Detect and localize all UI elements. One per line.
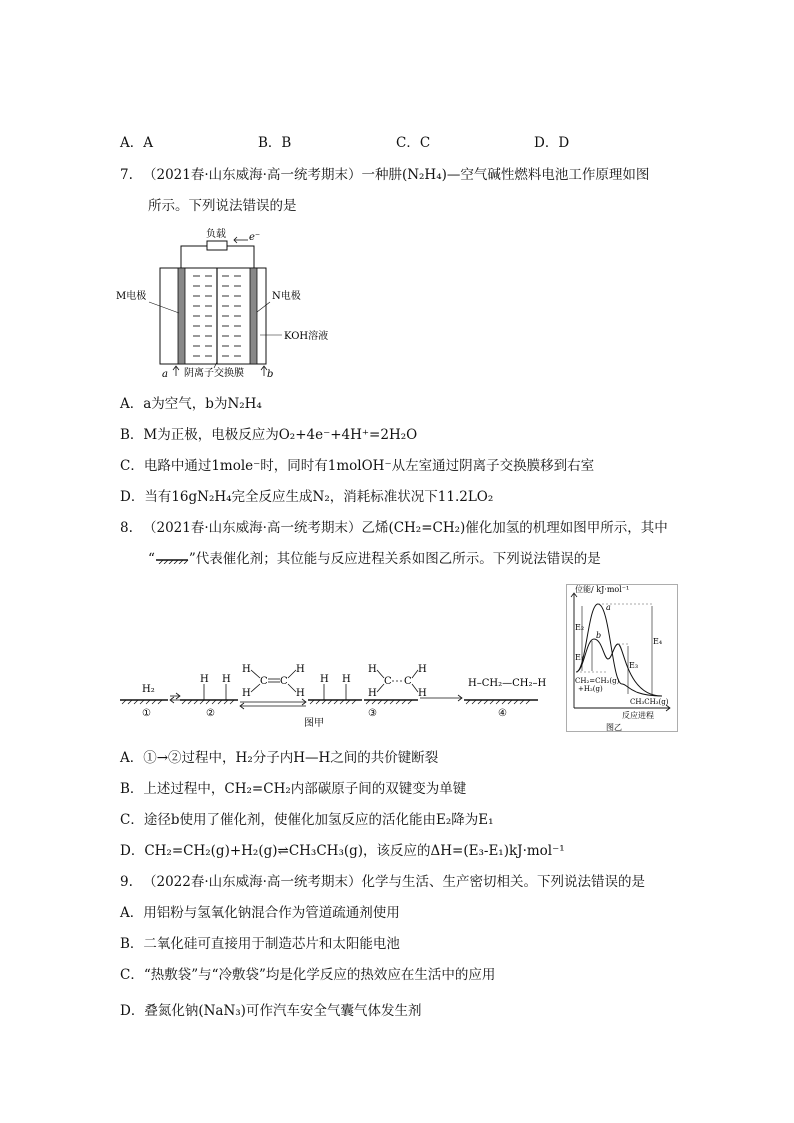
q8-option-d: D．CH₂=CH₂(g)+H₂(g)⇌CH₃CH₃(g)，该反应的ΔH=(E₃-E₁)kJ·mol⁻¹ bbox=[120, 843, 565, 859]
step-2: ② bbox=[206, 708, 215, 719]
q6-option-c: C．C bbox=[396, 135, 431, 151]
q7-option-c: C．电路中通过1mole⁻时，同时有1molOH⁻从左室通过阴离子交换膜移到右室 bbox=[120, 458, 595, 474]
inlet-a-label: a bbox=[162, 369, 168, 380]
product-label: CH₃CH₃(g) bbox=[630, 698, 669, 706]
n-electrode-label: N电极 bbox=[272, 291, 301, 302]
figure-a-caption: 图甲 bbox=[304, 718, 324, 729]
e3-label: E₃ bbox=[629, 661, 639, 670]
q9-stem-line1: （2022春·山东威海·高一统考期末）化学与生活、生产密切相关。下列说法错误的是 bbox=[143, 874, 645, 890]
q6-option-b: B．B bbox=[258, 135, 292, 151]
load-label: 负载 bbox=[206, 229, 226, 240]
adsorbed-h2: H bbox=[418, 664, 427, 675]
membrane-label: 阴离子交换膜 bbox=[184, 368, 244, 379]
ethylene-c2: C bbox=[280, 676, 288, 687]
ethylene-h4: H bbox=[296, 688, 305, 699]
q8-number: 8. bbox=[120, 520, 133, 536]
q7-stem-line1: （2021春·山东威海·高一统考期末）一种肼(N₂H₄)—空气碱性燃料电池工作原理如图 bbox=[143, 167, 650, 183]
q7-number: 7. bbox=[120, 167, 133, 183]
q8-stem-line2 bbox=[148, 550, 601, 568]
fuel-cell-diagram bbox=[112, 226, 352, 382]
ethylene-h2: H bbox=[296, 664, 305, 675]
h-atom-2: H bbox=[222, 674, 231, 685]
q8-stem-line1: （2021春·山东威海·高一统考期末）乙烯(CH₂=CH₂)催化加氢的机理如图甲所示，其中 bbox=[143, 520, 668, 536]
energy-axis-label: 位能/ kJ·mol⁻¹ bbox=[575, 585, 630, 594]
q9-option-d: D．叠氮化钠(NaN₃)可作汽车安全气囊气体发生剂 bbox=[120, 1003, 422, 1019]
adsorbed-h4: H bbox=[418, 688, 427, 699]
q8-stem-line2-text: ”代表催化剂；其位能与反应进程关系如图乙所示。下列说法错误的是 bbox=[188, 551, 601, 567]
step-3: ③ bbox=[368, 708, 377, 719]
q9-option-c: C．“热敷袋”与“冷敷袋”均是化学反应的热效应在生活中的应用 bbox=[120, 967, 496, 983]
q9-number: 9. bbox=[120, 874, 133, 890]
m-electrode-label: M电极 bbox=[116, 291, 147, 302]
inlet-b-label: b bbox=[267, 369, 274, 380]
ethylene-h1: H bbox=[242, 664, 251, 675]
h2-molecule: H₂ bbox=[142, 684, 155, 695]
e1-label: E₁ bbox=[575, 653, 585, 662]
reactants-label-1: CH₂=CH₂(g) bbox=[575, 677, 620, 685]
figure-b-caption: 图乙 bbox=[606, 723, 622, 732]
figure-b-energy-diagram bbox=[566, 584, 678, 732]
path-b-label: b bbox=[596, 631, 602, 640]
q9-option-a: A．用铝粉与氢氧化钠混合作为管道疏通剂使用 bbox=[120, 905, 400, 921]
ethylene-c1: C bbox=[260, 676, 268, 687]
e2-label: E₂ bbox=[575, 623, 585, 632]
h-atom-4: H bbox=[342, 674, 351, 685]
adsorbed-h3: H bbox=[368, 688, 377, 699]
ethylene-h3: H bbox=[242, 688, 251, 699]
koh-label: KOH溶液 bbox=[284, 331, 329, 342]
figure-a-mechanism bbox=[118, 656, 564, 732]
e4-label: E₄ bbox=[653, 637, 663, 646]
q8-option-b: B．上述过程中，CH₂=CH₂内部碳原子间的双键变为单键 bbox=[120, 781, 467, 797]
q7-option-a: A．a为空气，b为N₂H₄ bbox=[120, 396, 262, 412]
adsorbed-c2: C bbox=[404, 676, 412, 687]
q7-option-b: B．M为正极，电极反应为O₂+4e⁻+4H⁺=2H₂O bbox=[120, 427, 418, 443]
catalyst-symbol bbox=[155, 556, 189, 564]
ethane-product: H–CH₂—CH₂–H bbox=[468, 678, 547, 689]
adsorbed-h1: H bbox=[368, 664, 377, 675]
q6-option-a: A．A bbox=[120, 135, 153, 151]
adsorbed-c1: C bbox=[384, 676, 392, 687]
q8-option-c: C．途径b使用了催化剂，使催化加氢反应的活化能由E₂降为E₁ bbox=[120, 812, 494, 828]
q7-option-d: D．当有16gN₂H₄完全反应生成N₂，消耗标准状况下11.2LO₂ bbox=[120, 489, 494, 505]
path-a-label: a bbox=[606, 603, 611, 612]
step-1: ① bbox=[142, 708, 151, 719]
q9-option-b: B．二氧化硅可直接用于制造芯片和太阳能电池 bbox=[120, 936, 400, 952]
reactants-label-2: +H₂(g) bbox=[578, 685, 603, 693]
h-atom-3: H bbox=[320, 674, 329, 685]
electron-label: e⁻ bbox=[249, 232, 261, 243]
h-atom-1: H bbox=[200, 674, 209, 685]
q7-stem-line2: 所示。下列说法错误的是 bbox=[148, 198, 297, 214]
reaction-progress-label: 反应进程 bbox=[622, 711, 654, 720]
q8-option-a: A．①→②过程中，H₂分子内H—H之间的共价键断裂 bbox=[120, 750, 439, 766]
q8-stem-quote-open: “ bbox=[148, 551, 155, 567]
q6-option-d: D．D bbox=[534, 135, 570, 151]
step-4: ④ bbox=[498, 708, 507, 719]
